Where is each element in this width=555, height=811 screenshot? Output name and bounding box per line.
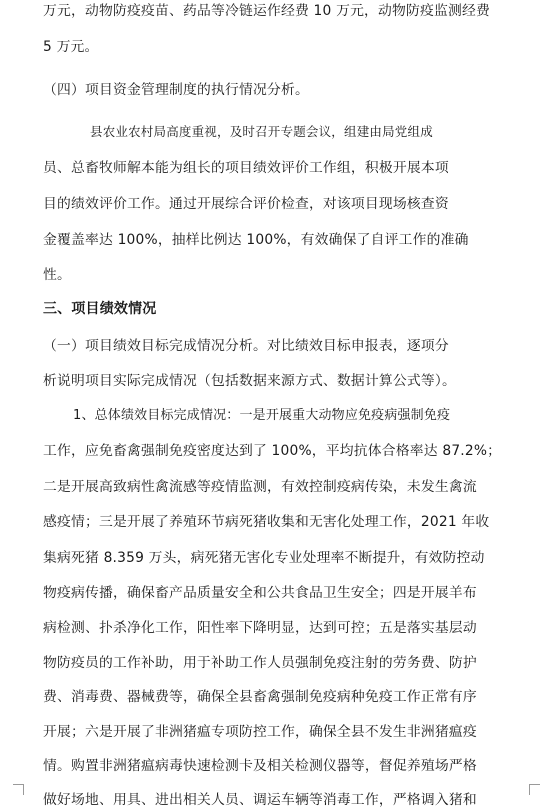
text-line: 二是开展高致病性禽流感等疫情监测，有效控制疫病传染，未发生禽流 xyxy=(43,479,477,495)
text-line: 1、总体绩效目标完成情况：一是开展重大动物应免疫病强制免疫 xyxy=(73,408,451,423)
section-subheading: （一）项目绩效目标完成情况分析。对比绩效目标申报表，逐项分 xyxy=(43,338,449,354)
text-line: 费、消毒费、器械费等，确保全县畜禽强制免疫病种免疫工作正常有序 xyxy=(43,689,477,705)
text-line: 金覆盖率达 100%，抽样比例达 100%，有效确保了自评工作的准确 xyxy=(43,232,469,248)
text-line: 病检测、扑杀净化工作，阳性率下降明显，达到可控；五是落实基层动 xyxy=(43,620,477,636)
text-line: 集病死猪 8.359 万头，病死猪无害化专业处理率不断提升，有效防控动 xyxy=(43,550,485,566)
text-line: 县农业农村局高度重视，及时召开专题会议，组建由局党组成 xyxy=(90,124,433,139)
crop-mark xyxy=(13,784,24,795)
text-line: 开展；六是开展了非洲猪瘟专项防控工作，确保全县不发生非洲猪瘟疫 xyxy=(43,724,477,740)
text-line: 5 万元。 xyxy=(43,39,99,55)
section-heading: 三、项目绩效情况 xyxy=(43,301,157,317)
text-line: 工作，应免畜禽强制免疫密度达到了 100%，平均抗体合格率达 87.2%； xyxy=(43,443,502,459)
text-line: 性。 xyxy=(43,267,71,283)
text-line: 析说明项目实际完成情况（包括数据来源方式、数据计算公式等）。 xyxy=(43,373,456,389)
text-line: 员、总畜牧师解本能为组长的项目绩效评价工作组，积极开展本项 xyxy=(43,160,449,176)
text-line: 感疫情；三是开展了养殖环节病死猪收集和无害化处理工作，2021 年收 xyxy=(43,514,490,530)
text-line: 做好场地、用具、进出相关人员、调运车辆等消毒工作，严格调入猪和 xyxy=(43,792,477,808)
text-line: 物疫病传播，确保畜产品质量安全和公共食品卫生安全；四是开展羊布 xyxy=(43,585,477,601)
text-line: 情。购置非洲猪瘟病毒快速检测卡及相关检测仪器等，督促养殖场严格 xyxy=(43,758,477,774)
text-line: 万元，动物防疫疫苗、药品等冷链运作经费 10 万元，动物防疫监测经费 xyxy=(43,3,491,19)
text-line: 物防疫员的工作补助，用于补助工作人员强制免疫注射的劳务费、防护 xyxy=(43,655,477,671)
text-line: 目的绩效评价工作。通过开展综合评价检查，对该项目现场核查资 xyxy=(43,196,449,212)
crop-mark xyxy=(529,784,540,795)
section-subheading: （四）项目资金管理制度的执行情况分析。 xyxy=(43,82,309,98)
